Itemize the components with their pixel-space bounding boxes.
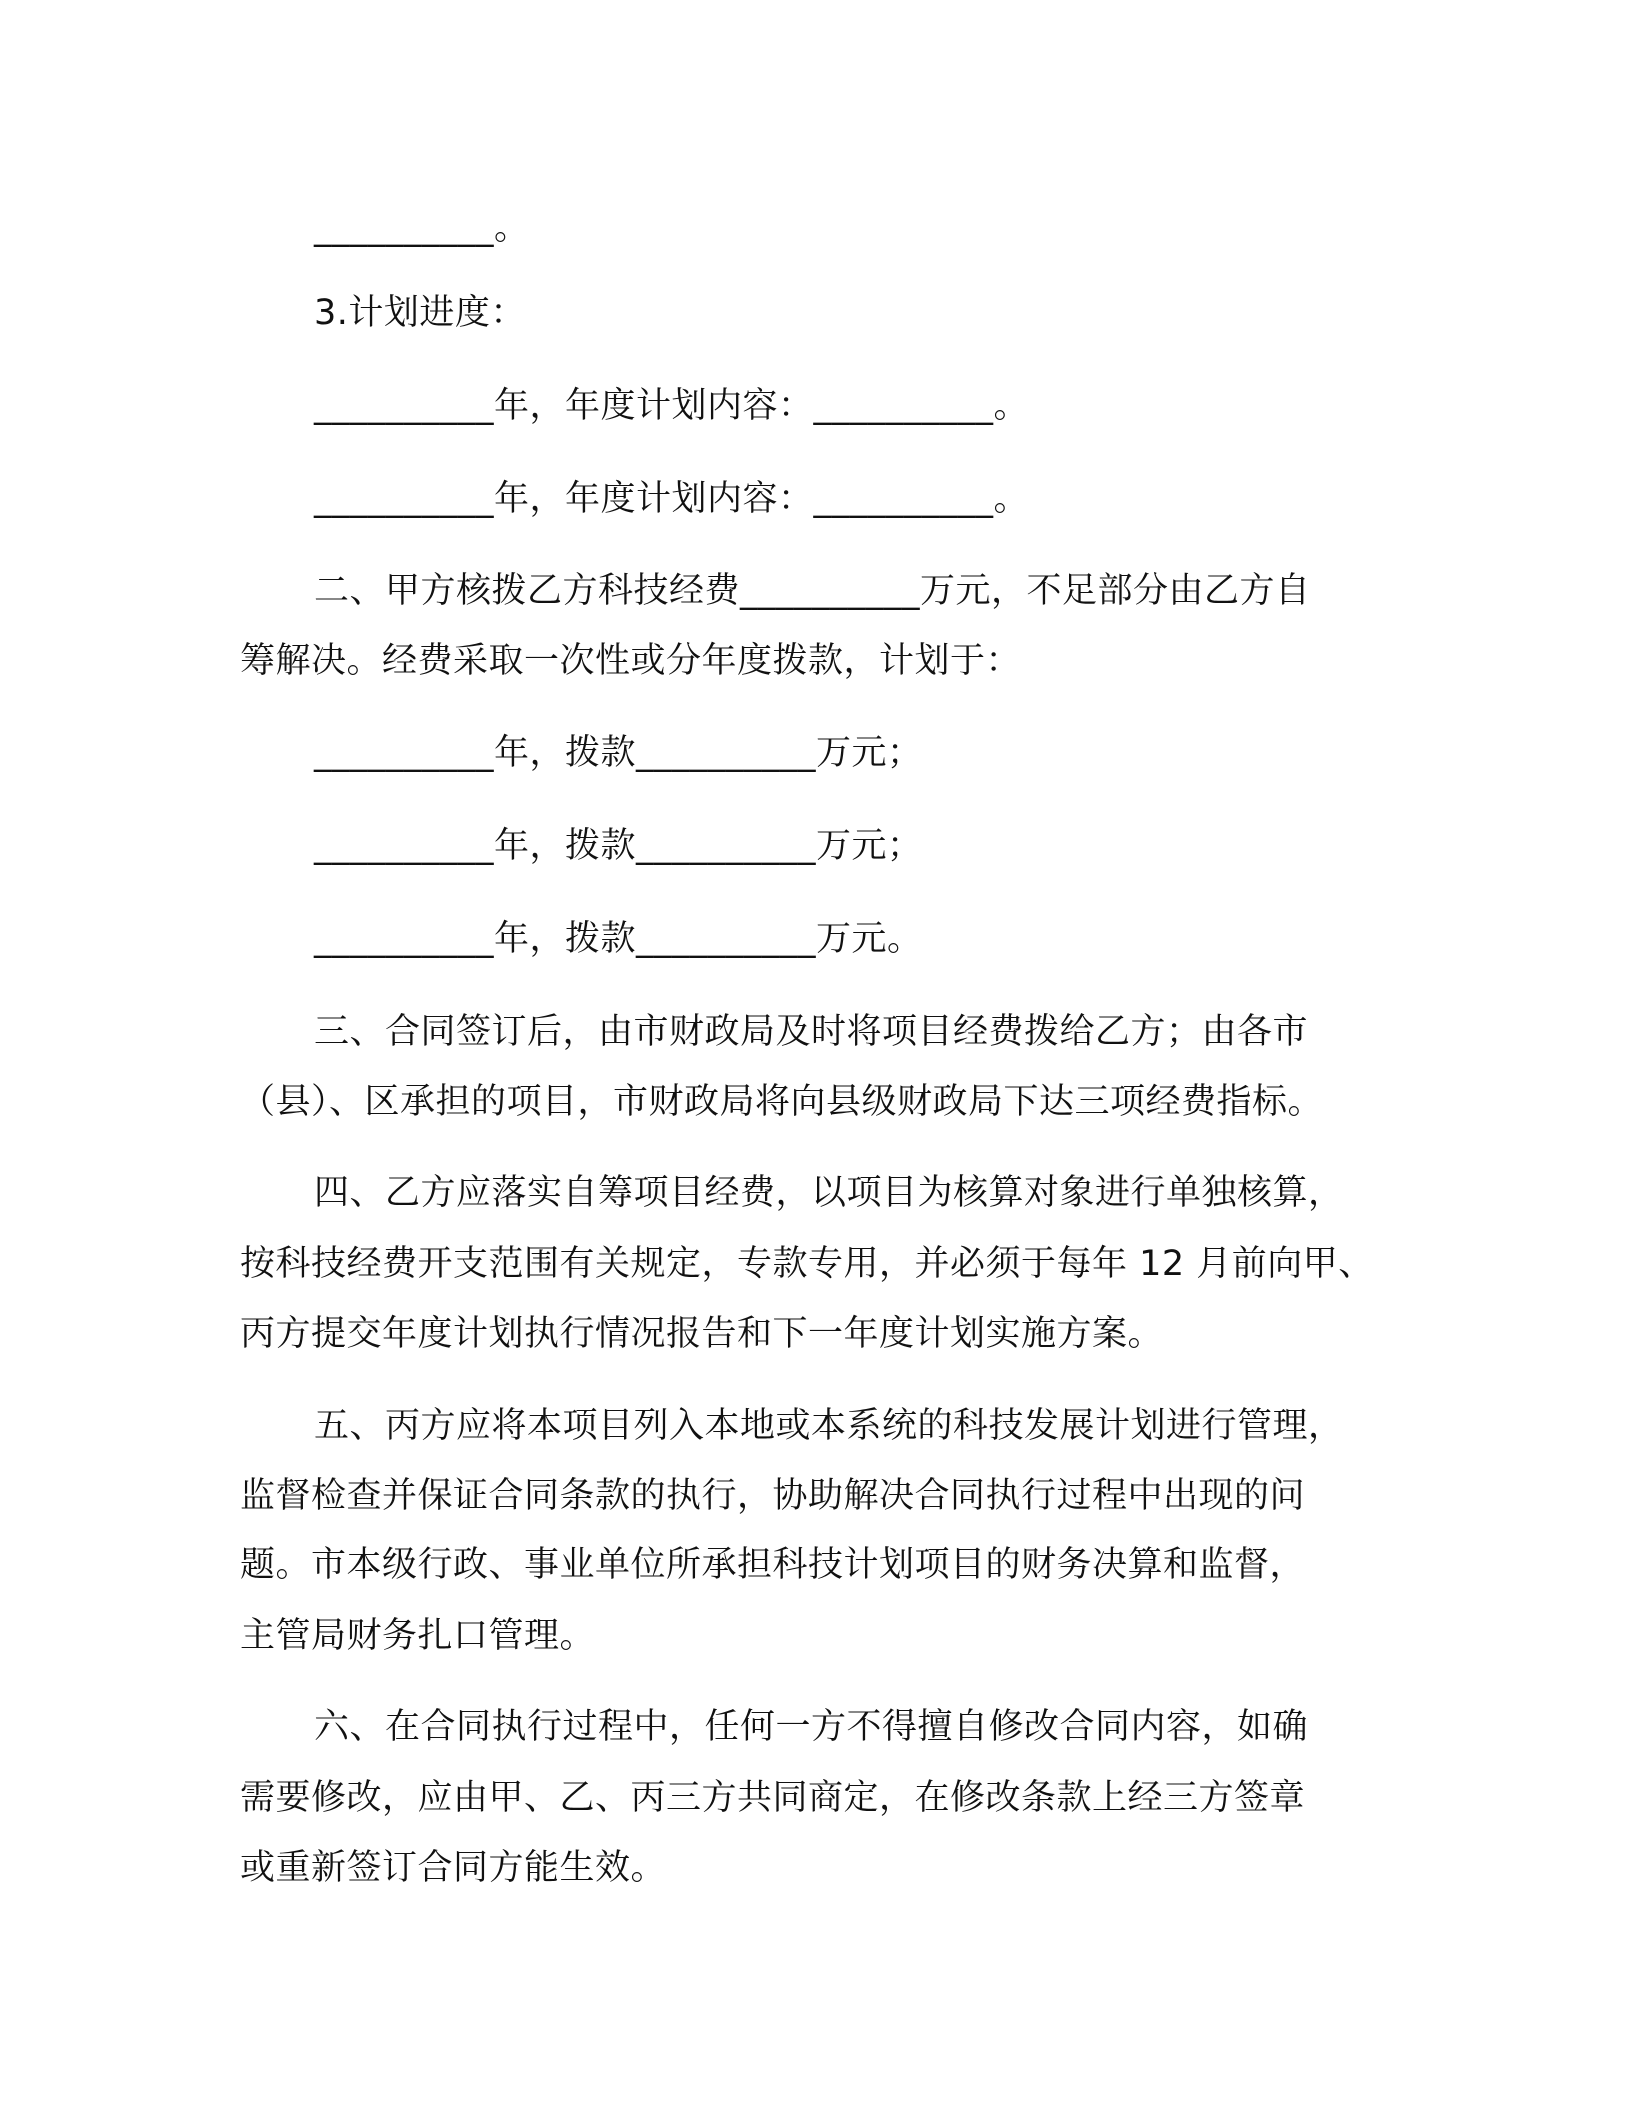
annual-plan-line-1: __________年，年度计划内容：__________。 bbox=[314, 386, 1030, 426]
clause-6-line-1: 六、在合同执行过程中，任何一方不得擅自修改合同内容，如确 bbox=[314, 1707, 1309, 1747]
annual-plan-line-2: __________年，年度计划内容：__________。 bbox=[314, 479, 1030, 519]
clause-5-line-4: 主管局财务扎口管理。 bbox=[240, 1616, 596, 1656]
clause-4-line-3: 丙方提交年度计划执行情况报告和下一年度计划实施方案。 bbox=[240, 1314, 1164, 1354]
allocation-line-3: __________年，拨款__________万元。 bbox=[314, 919, 923, 959]
clause-2-line-2: 筹解决。经费采取一次性或分年度拨款，计划于： bbox=[240, 641, 1022, 681]
clause-6-line-3: 或重新签订合同方能生效。 bbox=[240, 1848, 667, 1888]
blank-line-end: __________。 bbox=[314, 208, 530, 248]
clause-5-line-2: 监督检查并保证合同条款的执行，协助解决合同执行过程中出现的问 bbox=[240, 1476, 1306, 1516]
plan-progress-heading: 3.计划进度： bbox=[314, 293, 526, 333]
clause-3-line-2: （县）、区承担的项目，市财政局将向县级财政局下达三项经费指标。 bbox=[240, 1082, 1324, 1122]
clause-6-line-2: 需要修改，应由甲、乙、丙三方共同商定，在修改条款上经三方签章 bbox=[240, 1778, 1306, 1818]
allocation-line-1: __________年，拨款__________万元； bbox=[314, 733, 923, 773]
clause-4-line-2: 按科技经费开支范围有关规定，专款专用，并必须于每年 12 月前向甲、 bbox=[240, 1244, 1374, 1284]
clause-5-line-3: 题。市本级行政、事业单位所承担科技计划项目的财务决算和监督， bbox=[240, 1545, 1306, 1585]
clause-5-line-1: 五、丙方应将本项目列入本地或本系统的科技发展计划进行管理， bbox=[314, 1406, 1344, 1446]
clause-3-line-1: 三、合同签订后，由市财政局及时将项目经费拨给乙方；由各市 bbox=[314, 1012, 1309, 1052]
allocation-line-2: __________年，拨款__________万元； bbox=[314, 826, 923, 866]
clause-4-line-1: 四、乙方应落实自筹项目经费，以项目为核算对象进行单独核算， bbox=[314, 1173, 1344, 1213]
clause-2-line-1: 二、甲方核拨乙方科技经费__________万元，不足部分由乙方自 bbox=[314, 571, 1311, 611]
